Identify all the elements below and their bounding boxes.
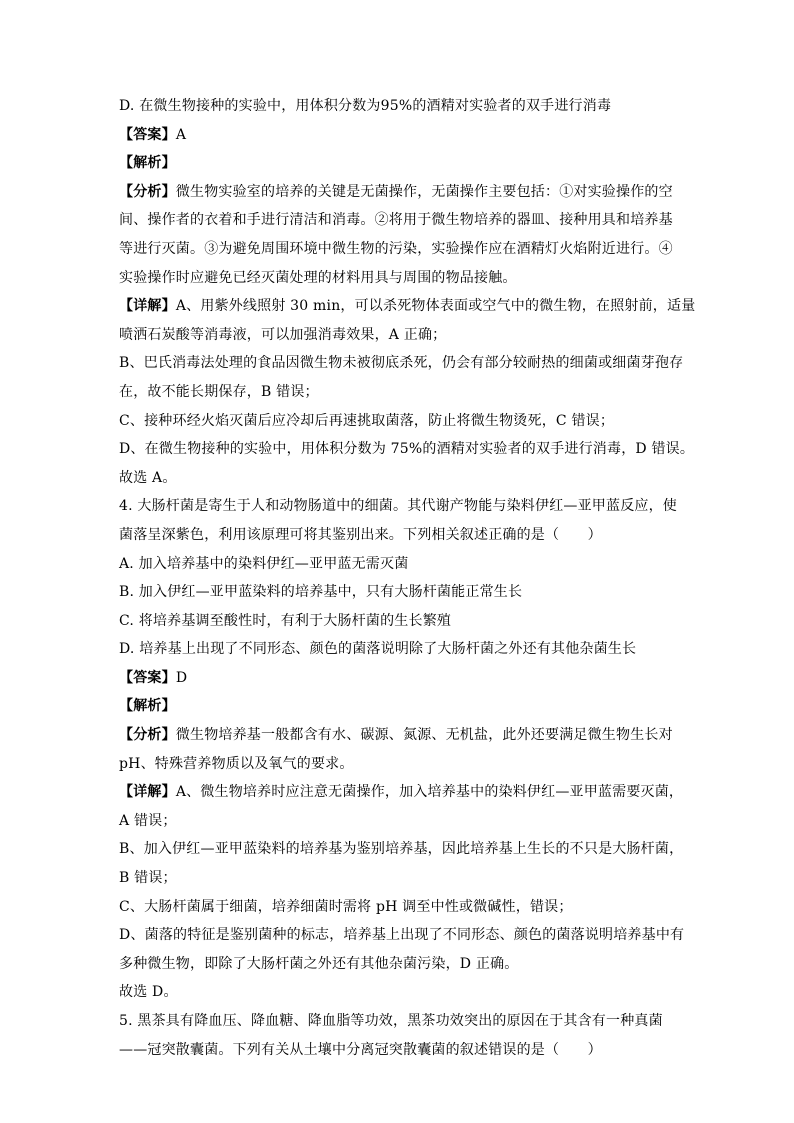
xiangjie-tag: 【详解】 — [119, 784, 176, 801]
text-line: 喷洒石炭酸等消毒液，可以加强消毒效果，A 正确； — [119, 326, 447, 343]
option-line: A. 加入培养基中的染料伊红—亚甲蓝无需灭菌 — [119, 555, 409, 572]
text-line: B 错误； — [119, 870, 177, 887]
question-line: 菌落呈深紫色，利用该原理可将其鉴别出来。下列相关叙述正确的是（ ） — [119, 526, 602, 543]
text-line: C、接种环经火焰灭菌后应冷却后再速挑取菌落，防止将微生物烫死，C 错误； — [119, 412, 615, 429]
text-line: D、在微生物接种的实验中，用体积分数为 75%的酒精对实验者的双手进行消毒，D 错误。 — [119, 441, 695, 458]
text-line: 【分析】微生物实验室的培养的关键是无菌操作，无菌操作主要包括：①对实验操作的空 — [119, 183, 673, 200]
text-line: 等进行灭菌。③为避免周围环境中微生物的污染，实验操作应在酒精灯火焰附近进行。④ — [119, 240, 673, 257]
question-line: 4. 大肠杆菌是寄生于人和动物肠道中的细菌。其代谢产物能与染料伊红—亚甲蓝反应，使 — [119, 498, 678, 515]
text-line: B、巴氏消毒法处理的食品因微生物未被彻底杀死，仍会有部分较耐热的细菌或细菌芽孢存 — [119, 355, 684, 372]
text-line: 【详解】A、用紫外线照射 30 min，可以杀死物体表面或空气中的微生物，在照射前，适量 — [119, 298, 696, 315]
text-line: 【分析】微生物培养基一般都含有水、碳源、氮源、无机盐，此外还要满足微生物生长对 — [119, 727, 673, 744]
text-line: 实验操作时应避免已经灭菌处理的材料用具与周围的物品接触。 — [119, 269, 517, 286]
text-line: 在，故不能长期保存，B 错误； — [119, 383, 319, 400]
text-line: 多种微生物，即除了大肠杆菌之外还有其他杂菌污染，D 正确。 — [119, 955, 519, 972]
fenxi-tag: 【分析】 — [119, 727, 176, 744]
text-line: A 错误； — [119, 812, 177, 829]
option-line: D. 培养基上出现了不同形态、颜色的菌落说明除了大肠杆菌之外还有其他杂菌生长 — [119, 641, 637, 658]
xiangjie-tag: 【详解】 — [119, 298, 176, 315]
text-line: 故选 D。 — [119, 984, 178, 1001]
question-line: ——冠突散囊菌。下列有关从土壤中分离冠突散囊菌的叙述错误的是（ ） — [119, 1041, 602, 1058]
text-line: D. 在微生物接种的实验中，用体积分数为95%的酒精对实验者的双手进行消毒 — [119, 98, 612, 114]
analysis-tag: 【解析】 — [119, 698, 176, 715]
document-page — [119, 92, 696, 1064]
answer-tag: 【答案】 — [119, 669, 176, 686]
text-line: 【详解】A、微生物培养时应注意无菌操作，加入培养基中的染料伊红—亚甲蓝需要灭菌， — [119, 784, 684, 801]
question-line: 5. 黑茶具有降血压、降血糖、降血脂等功效，黑茶功效突出的原因在于其含有一种真菌 — [119, 1013, 663, 1029]
analysis-heading — [119, 692, 679, 721]
answer-tag: 【答案】 — [119, 126, 176, 143]
answer-line: 【答案】A — [119, 126, 187, 143]
answer-line: 【答案】D — [119, 669, 188, 686]
analysis-heading — [119, 149, 679, 178]
analysis-tag: 【解析】 — [119, 155, 176, 172]
text-line: pH、特殊营养物质以及氧气的要求。 — [119, 755, 354, 772]
text-line: D、菌落的特征是鉴别菌种的标志，培养基上出现了不同形态、颜色的菌落说明培养基中有 — [119, 927, 685, 944]
text-line: 故选 A。 — [119, 469, 177, 486]
text-line: C、大肠杆菌属于细菌，培养细菌时需将 pH 调至中性或微碱性，错误； — [119, 898, 573, 915]
option-line: C. 将培养基调至酸性时，有利于大肠杆菌的生长繁殖 — [119, 612, 452, 629]
option-line: B. 加入伊红—亚甲蓝染料的培养基中，只有大肠杆菌能正常生长 — [119, 584, 523, 601]
text-line: B、加入伊红—亚甲蓝染料的培养基为鉴别培养基，因此培养基上生长的不只是大肠杆菌， — [119, 841, 684, 858]
text-line: 间、操作者的衣着和手进行清洁和消毒。②将用于微生物培养的器皿、接种用具和培养基 — [119, 212, 673, 229]
fenxi-tag: 【分析】 — [119, 183, 176, 200]
